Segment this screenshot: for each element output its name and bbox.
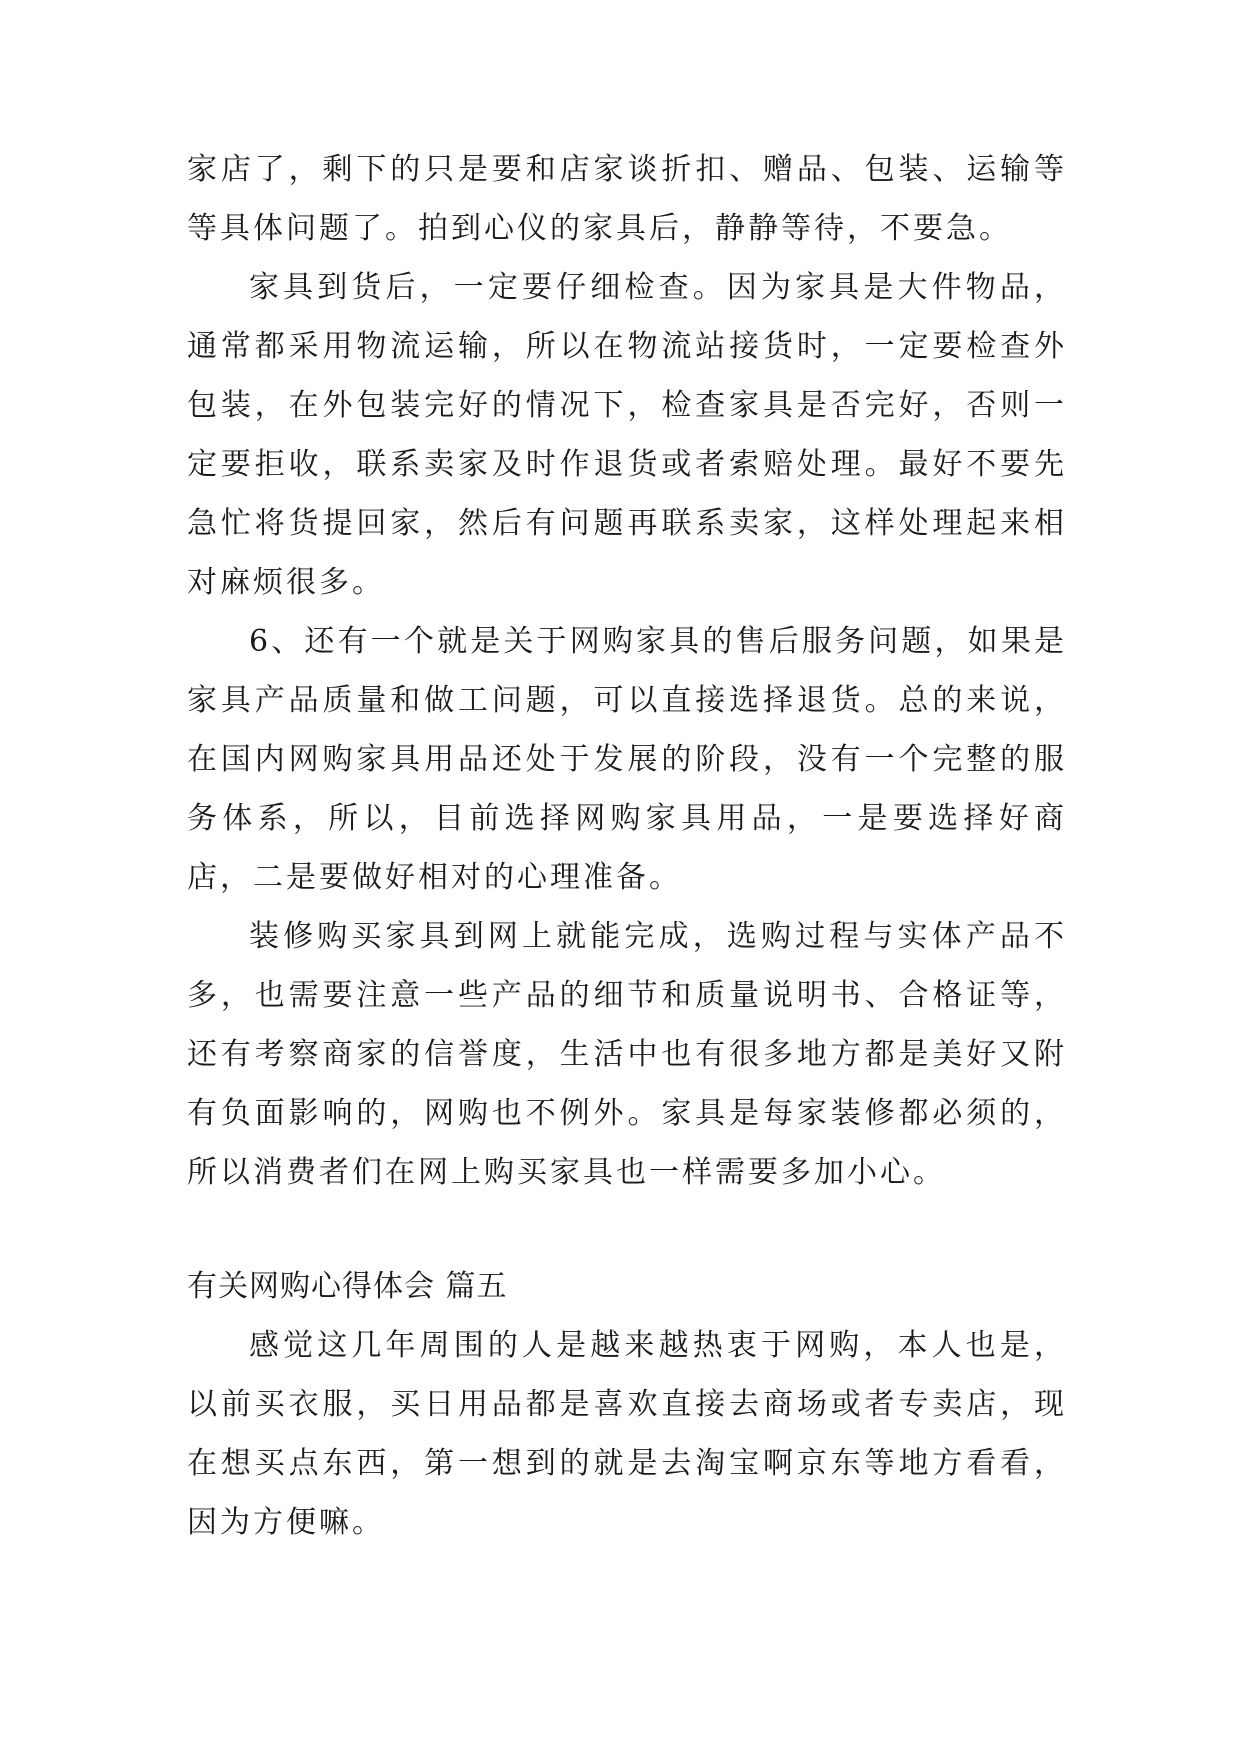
paragraph-1: 家店了，剩下的只是要和店家谈折扣、赠品、包装、运输等等具体问题了。拍到心仪的家具后，静静等待，不要急。: [187, 152, 1067, 246]
paragraph-5: 感觉这几年周围的人是越来越热衷于网购，本人也是，以前买衣服，买日用品都是喜欢直接去商场或者专卖店，现在想买点东西，第一想到的就是去淘宝啊京东等地方看看，因为方便嘛。: [187, 1328, 1067, 1540]
document-page: [187, 140, 1067, 1552]
paragraph-4: 装修购买家具到网上就能完成，选购过程与实体产品不多，也需要注意一些产品的细节和质量说明书、合格证等，还有考察商家的信誉度，生活中也有很多地方都是美好又附有负面影响的，网购也不例外。家具是每家装修都必须的，所以消费者们在网上购买家具也一样需要多加小心。: [187, 919, 1067, 1190]
paragraph-2: 家具到货后，一定要仔细检查。因为家具是大件物品，通常都采用物流运输，所以在物流站接货时，一定要检查外包装，在外包装完好的情况下，检查家具是否完好，否则一定要拒收，联系卖家及时作退货或者索赔处理。最好不要先急忙将货提回家，然后有问题再联系卖家，这样处理起来相对麻烦很多。: [187, 270, 1067, 600]
paragraph-3: 6、还有一个就是关于网购家具的售后服务问题，如果是家具产品质量和做工问题，可以直接选择退货。总的来说，在国内网购家具用品还处于发展的阶段，没有一个完整的服务体系，所以，目前选择网购家具用品，一是要选择好商店，二是要做好相对的心理准备。: [187, 624, 1067, 895]
section-heading: 有关网购心得体会 篇五: [187, 1269, 508, 1304]
